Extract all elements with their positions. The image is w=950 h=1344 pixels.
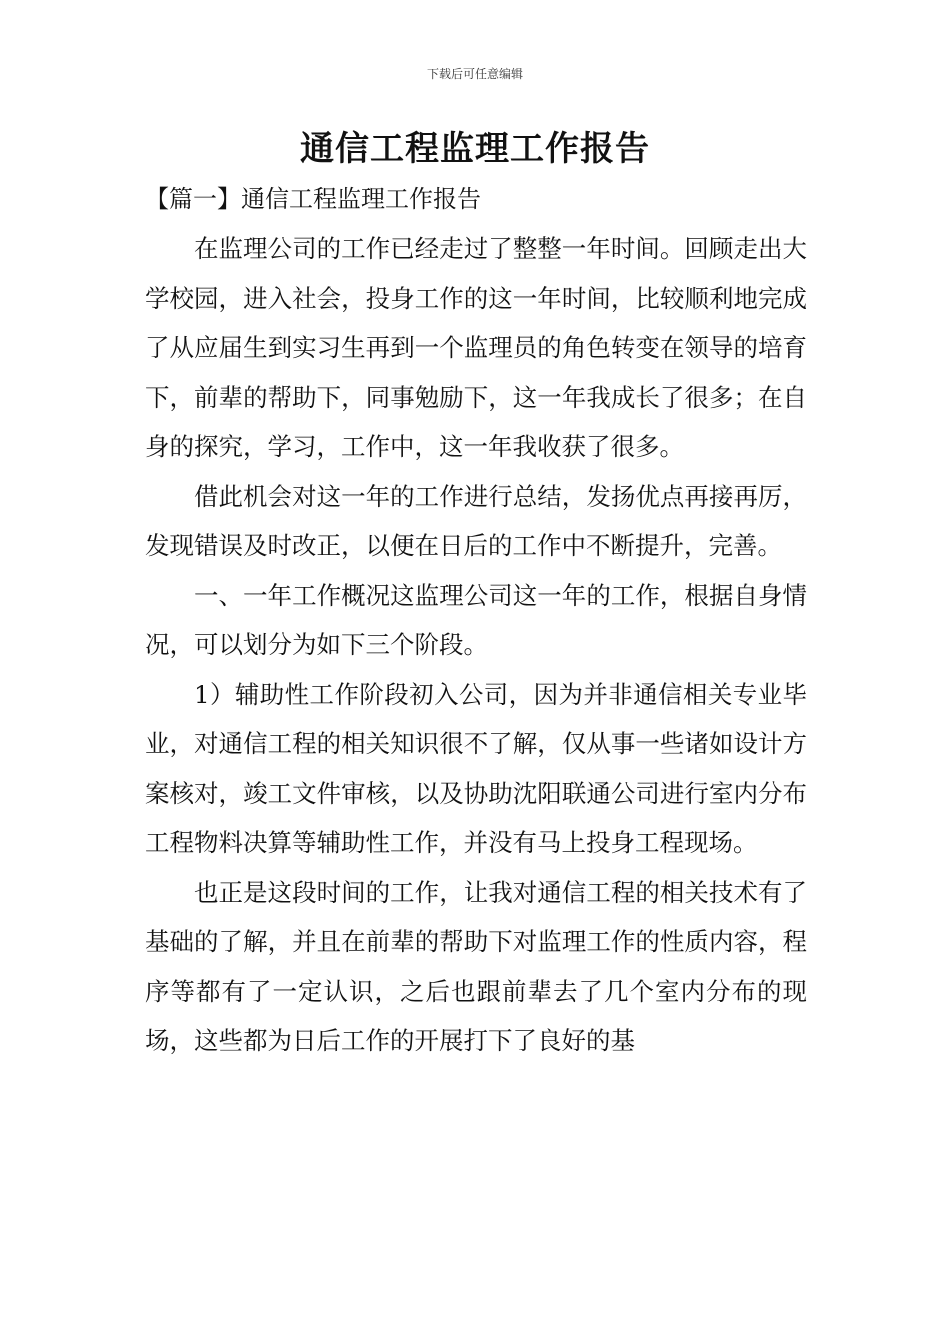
paragraph: 借此机会对这一年的工作进行总结，发扬优点再接再厉，发现错误及时改正，以便在日后的工作中不断提升，完善。 [145, 481, 807, 560]
paragraph: 也正是这段时间的工作，让我对通信工程的相关技术有了基础的了解，并且在前辈的帮助下对监理工作的性质内容，程序等都有了一定认识，之后也跟前辈去了几个室内分布的现场，这些都为日后工作的开展打下了良好的基 [145, 877, 807, 1055]
document-body [145, 224, 807, 1066]
document-title: 通信工程监理工作报告 [300, 129, 650, 169]
header-note: 下载后可任意编辑 [426, 67, 523, 81]
paragraph: 一、一年工作概况这监理公司这一年的工作，根据自身情况，可以划分为如下三个阶段。 [145, 580, 807, 659]
paragraph: 1）辅助性工作阶段初入公司，因为并非通信相关专业毕业，对通信工程的相关知识很不了解，仅从事一些诸如设计方案核对，竣工文件审核，以及协助沈阳联通公司进行室内分布工程物料决算等辅助性工作，并没有马上投身工程现场。 [145, 679, 807, 857]
section-heading: 【篇一】通信工程监理工作报告 [145, 185, 481, 213]
paragraph: 在监理公司的工作已经走过了整整一年时间。回顾走出大学校园，进入社会，投身工作的这一年时间，比较顺利地完成了从应届生到实习生再到一个监理员的角色转变在领导的培育下，前辈的帮助下，同事勉励下，这一年我成长了很多；在自身的探究，学习，工作中，这一年我收获了很多。 [145, 234, 807, 461]
